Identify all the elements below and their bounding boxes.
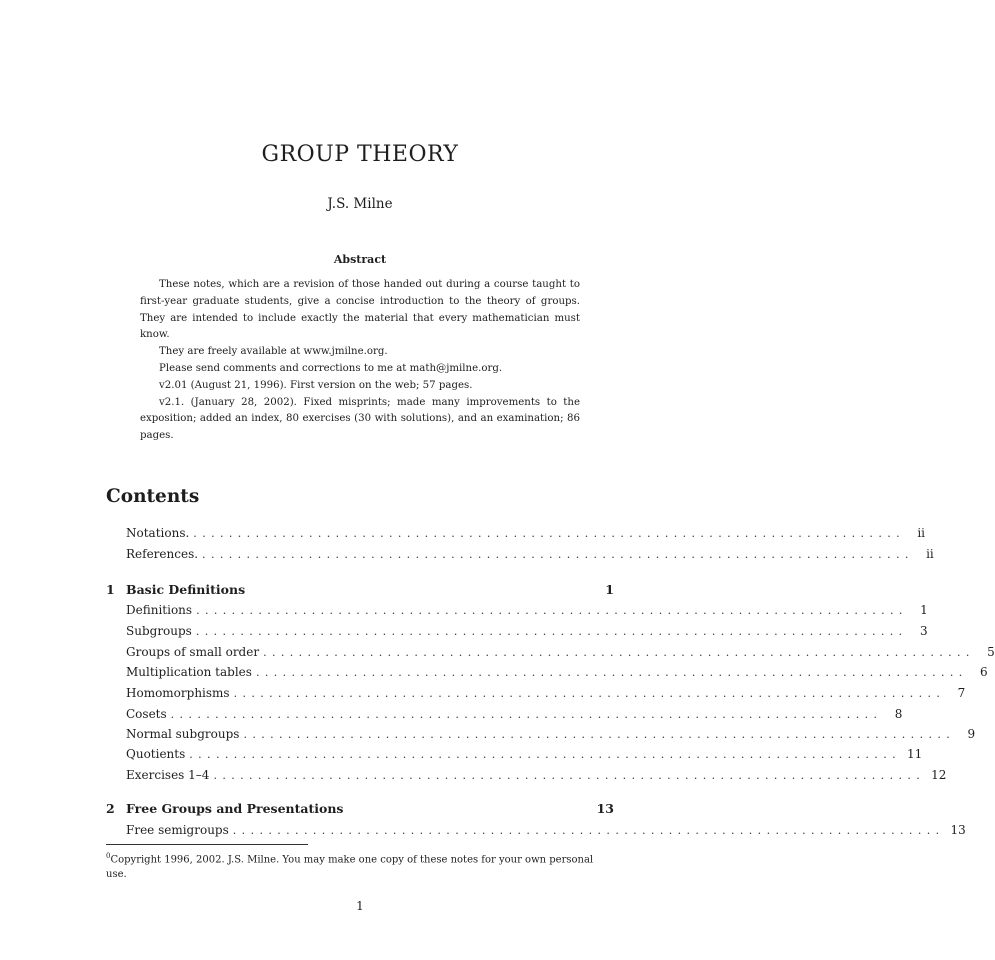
- toc-leader-dots: ................................................................................: [233, 687, 946, 700]
- author-name: J.S. Milne: [327, 196, 393, 212]
- toc-entry-quotients[interactable]: [126, 747, 923, 761]
- toc-leader-dots: ................................................................................: [196, 604, 908, 617]
- toc-entry-label: Multiplication tables: [126, 665, 252, 679]
- toc-entry-homomorphisms[interactable]: [126, 686, 966, 700]
- footnote-rule: [106, 844, 308, 845]
- toc-entry-page: 3: [919, 624, 928, 638]
- toc-entry-page: 5: [987, 645, 995, 659]
- toc-leader-dots: ................................................................................: [255, 666, 968, 679]
- abstract-body: [140, 277, 580, 445]
- toc-leader-dots: ................................................................................: [170, 708, 883, 721]
- abstract-paragraph: These notes, which are a revision of those handed out during a course taught to first-year graduate students, give a concise introduction to the theory of groups. They are intended to include exactly the material that every mathematician must know.: [140, 279, 580, 341]
- toc-leader-dots: ................................................................................: [213, 769, 926, 782]
- toc-entry-page: ii: [926, 547, 934, 561]
- toc-entry-normal-subgroups[interactable]: [126, 727, 976, 741]
- toc-entry-label: Free semigroups: [126, 823, 229, 837]
- toc-entry-cosets[interactable]: [126, 707, 903, 721]
- toc-chapter-title: Basic Definitions: [126, 582, 246, 597]
- abstract-paragraph: v2.1. (January 28, 2002). Fixed misprints; made many improvements to the exposition; added an index, 80 exercises (30 with solutions), and an examination; 86 pages.: [140, 396, 580, 442]
- toc-chapter-number: 2: [106, 801, 115, 816]
- toc-entry-page: 9: [967, 727, 976, 741]
- toc-chapter-page: 1: [605, 582, 614, 597]
- footnote-text: Copyright 1996, 2002. J.S. Milne. You may make one copy of these notes for your own personal use.: [106, 854, 594, 881]
- toc-entry-definitions[interactable]: [126, 603, 928, 617]
- toc-leader-dots: ................................................................................: [193, 527, 906, 540]
- toc-entry-label: Cosets: [126, 707, 167, 721]
- toc-entry-label: Subgroups: [126, 624, 192, 638]
- toc-entry-label: Homomorphisms: [126, 686, 230, 700]
- toc-leader-dots: ................................................................................: [263, 646, 975, 659]
- toc-entry-groups-of-small-order[interactable]: [126, 645, 995, 659]
- toc-leader-dots: ................................................................................: [243, 728, 956, 741]
- toc-entry-label: Notations.: [126, 526, 190, 540]
- toc-entry-free-semigroups[interactable]: [126, 823, 966, 837]
- toc-leader-dots: ................................................................................: [189, 748, 901, 761]
- toc-chapter-page: 13: [596, 801, 614, 816]
- page-number: 1: [356, 899, 364, 913]
- toc-chapter-1[interactable]: [106, 582, 614, 597]
- toc-entry-label: Definitions: [126, 603, 193, 617]
- toc-chapter-number: 1: [106, 582, 115, 597]
- abstract-paragraph: Please send comments and corrections to me at math@jmilne.org.: [159, 362, 503, 374]
- toc-chapter-2[interactable]: [106, 801, 614, 816]
- toc-entry-label: References.: [126, 547, 199, 561]
- contents-heading: Contents: [106, 486, 200, 507]
- toc-entry-page: 13: [950, 823, 966, 837]
- toc-entry-page: 7: [957, 686, 966, 700]
- abstract-paragraph: They are freely available at www.jmilne.org.: [159, 346, 388, 358]
- toc-entry-references[interactable]: [126, 547, 934, 561]
- toc-entry-page: 1: [920, 603, 928, 617]
- copyright-footnote: [106, 849, 614, 882]
- toc-entry-label: Exercises 1–4: [126, 768, 210, 782]
- toc-entry-label: Normal subgroups: [126, 727, 240, 741]
- toc-entry-page: 6: [980, 665, 988, 679]
- toc-entry-exercises[interactable]: [126, 768, 947, 782]
- toc-entry-subgroups[interactable]: [126, 624, 928, 638]
- toc-entry-page: ii: [917, 526, 926, 540]
- toc-entry-notations[interactable]: [126, 526, 926, 540]
- toc-entry-page: 11: [907, 747, 923, 761]
- toc-leader-dots: ................................................................................: [195, 625, 908, 638]
- toc-chapter-title: Free Groups and Presentations: [126, 801, 344, 816]
- abstract-heading: Abstract: [333, 253, 387, 266]
- toc-entry-page: 8: [894, 707, 903, 721]
- toc-leader-dots: ................................................................................: [202, 548, 914, 561]
- paper-title: GROUP THEORY: [261, 142, 459, 167]
- toc-entry-label: Quotients: [126, 747, 186, 761]
- footnote-marker: 0: [106, 852, 111, 860]
- toc-entry-page: 12: [931, 768, 947, 782]
- toc-entry-multiplication-tables[interactable]: [126, 665, 988, 679]
- abstract-paragraph: v2.01 (August 21, 1996). First version on the web; 57 pages.: [159, 379, 473, 391]
- toc-entry-label: Groups of small order: [126, 645, 260, 659]
- toc-leader-dots: ................................................................................: [232, 824, 945, 837]
